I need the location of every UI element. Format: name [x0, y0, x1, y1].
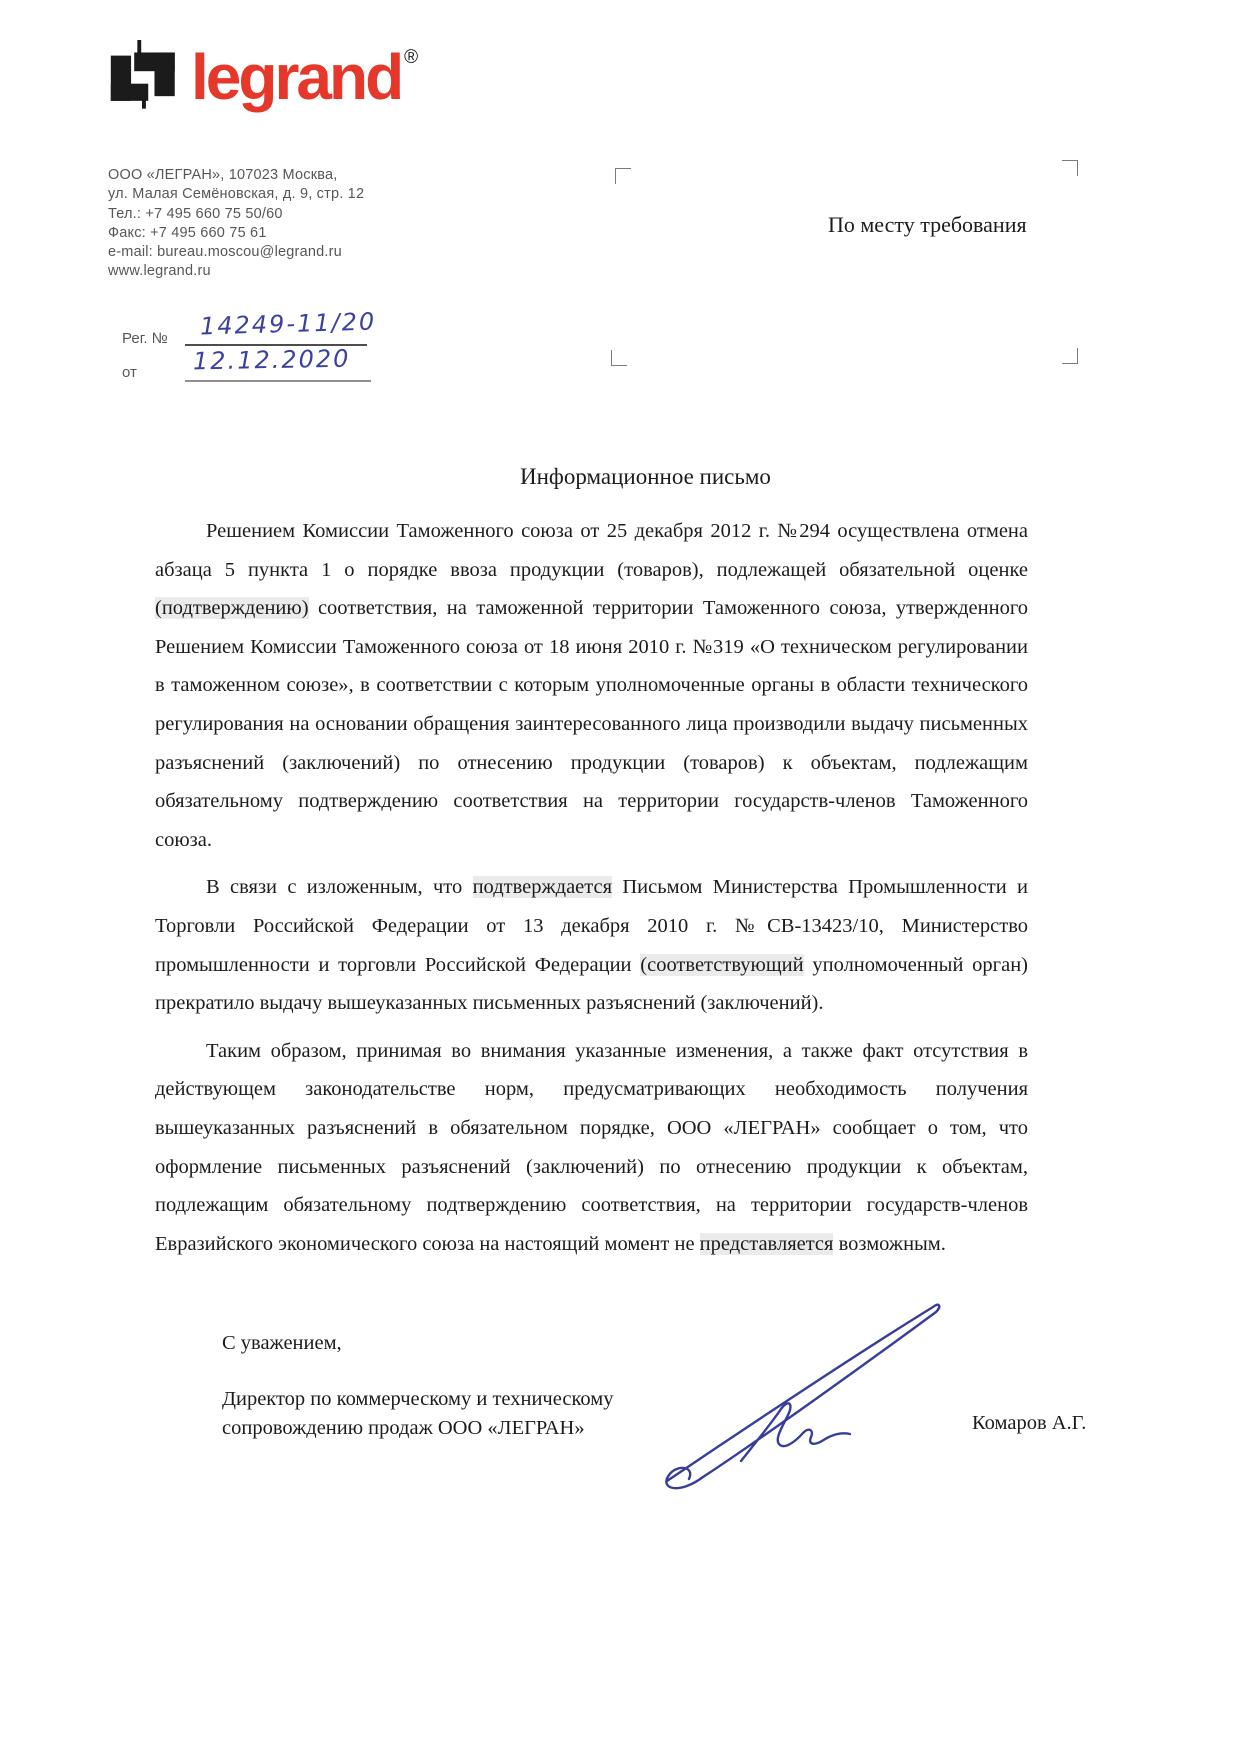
signatory-title-line-1: Директор по коммерческому и техническому — [222, 1388, 614, 1410]
paragraph-1: Решением Комиссии Таможенного союза от 25 декабря 2012 г. №294 осуществлена отмена абзаца 5 пункта 1 о порядке ввоза продукции (товаров), подлежащей обязательной оценке (подтверждению) соответствия, на таможенной территории Таможенного союза, утвержденного Решением Комиссии Таможенного союза от 18 июня 2010 г. №319 «О техническом регулировании в таможенном союзе», в соответствии с которым уполномоченные органы в области технического регулирования на основании обращения заинтересованного лица производили выдачу письменных разъяснений (заключений) по отнесению продукции (товаров) к объектам, подлежащим обязательному подтверждению соответствия на территории государств-членов Таможенного союза. — [155, 520, 1028, 851]
signatory-title-line-2: сопровождению продаж ООО «ЛЕГРАН» — [222, 1416, 585, 1439]
reg-number-handwritten: 14249-11/20 — [199, 307, 377, 341]
contact-line-fax: Факс: +7 495 660 75 61 — [108, 224, 267, 241]
legrand-logo — [103, 40, 418, 118]
company-contact-block — [108, 166, 364, 282]
signatory-title — [222, 1385, 613, 1442]
reg-date-underline — [185, 380, 371, 382]
contact-line-address: ул. Малая Семёновская, д. 9, стр. 12 — [108, 186, 365, 203]
address-window-corner-top-right — [1062, 160, 1078, 176]
letter-body — [155, 512, 1028, 1272]
address-window-corner-top-left — [615, 168, 631, 184]
reg-date-handwritten: 12.12.2020 — [192, 344, 351, 376]
registered-trademark-icon: ® — [404, 47, 419, 68]
address-window-corner-bottom-right — [1062, 348, 1078, 364]
closing-salutation: С уважением, — [222, 1332, 342, 1354]
signature-ink — [645, 1283, 965, 1498]
legrand-logo-text: legrand — [191, 41, 402, 113]
contact-line-email: e-mail: bureau.moscou@legrand.ru — [108, 244, 342, 261]
letter-title: Информационное письмо — [520, 464, 771, 489]
paragraph-3: Таким образом, принимая во внимания указанные изменения, а также факт отсутствия в действующем законодательстве норм, предусматривающих необходимость получения вышеуказанных разъяснений в обязательном порядке, ООО «ЛЕГРАН» сообщает о том, что оформление письменных разъяснений (заключений) по отнесению продукции к объектам, подлежащим обязательному подтверждению соответствия, на территории государств-членов Евразийского экономического союза на настоящий момент не представляется возможным. — [155, 1039, 1028, 1255]
reg-number-label: Рег. № — [122, 330, 168, 347]
signatory-name: Комаров А.Г. — [972, 1412, 1087, 1434]
reg-number-underline — [185, 344, 367, 346]
reg-date-label: от — [122, 364, 137, 381]
recipient-line: По месту требования — [828, 212, 1027, 237]
paragraph-2: В связи с изложенным, что подтверждается Письмом Министерства Промышленности и Торговли Российской Федерации от 13 декабря 2010 г. №СВ-13423/10, Министерство промышленности и торговли Российской Федерации (соответствующий уполномоченный орган) прекратило выдачу вышеуказанных письменных разъяснений (заключений). — [155, 876, 1028, 1015]
contact-line-company: ООО «ЛЕГРАН», 107023 Москва, — [108, 167, 338, 183]
contact-line-phone: Тел.: +7 495 660 75 50/60 — [108, 205, 283, 222]
contact-line-website: www.legrand.ru — [108, 263, 211, 280]
legrand-logo-symbol-icon — [103, 40, 181, 118]
address-window-corner-bottom-left — [611, 350, 627, 366]
